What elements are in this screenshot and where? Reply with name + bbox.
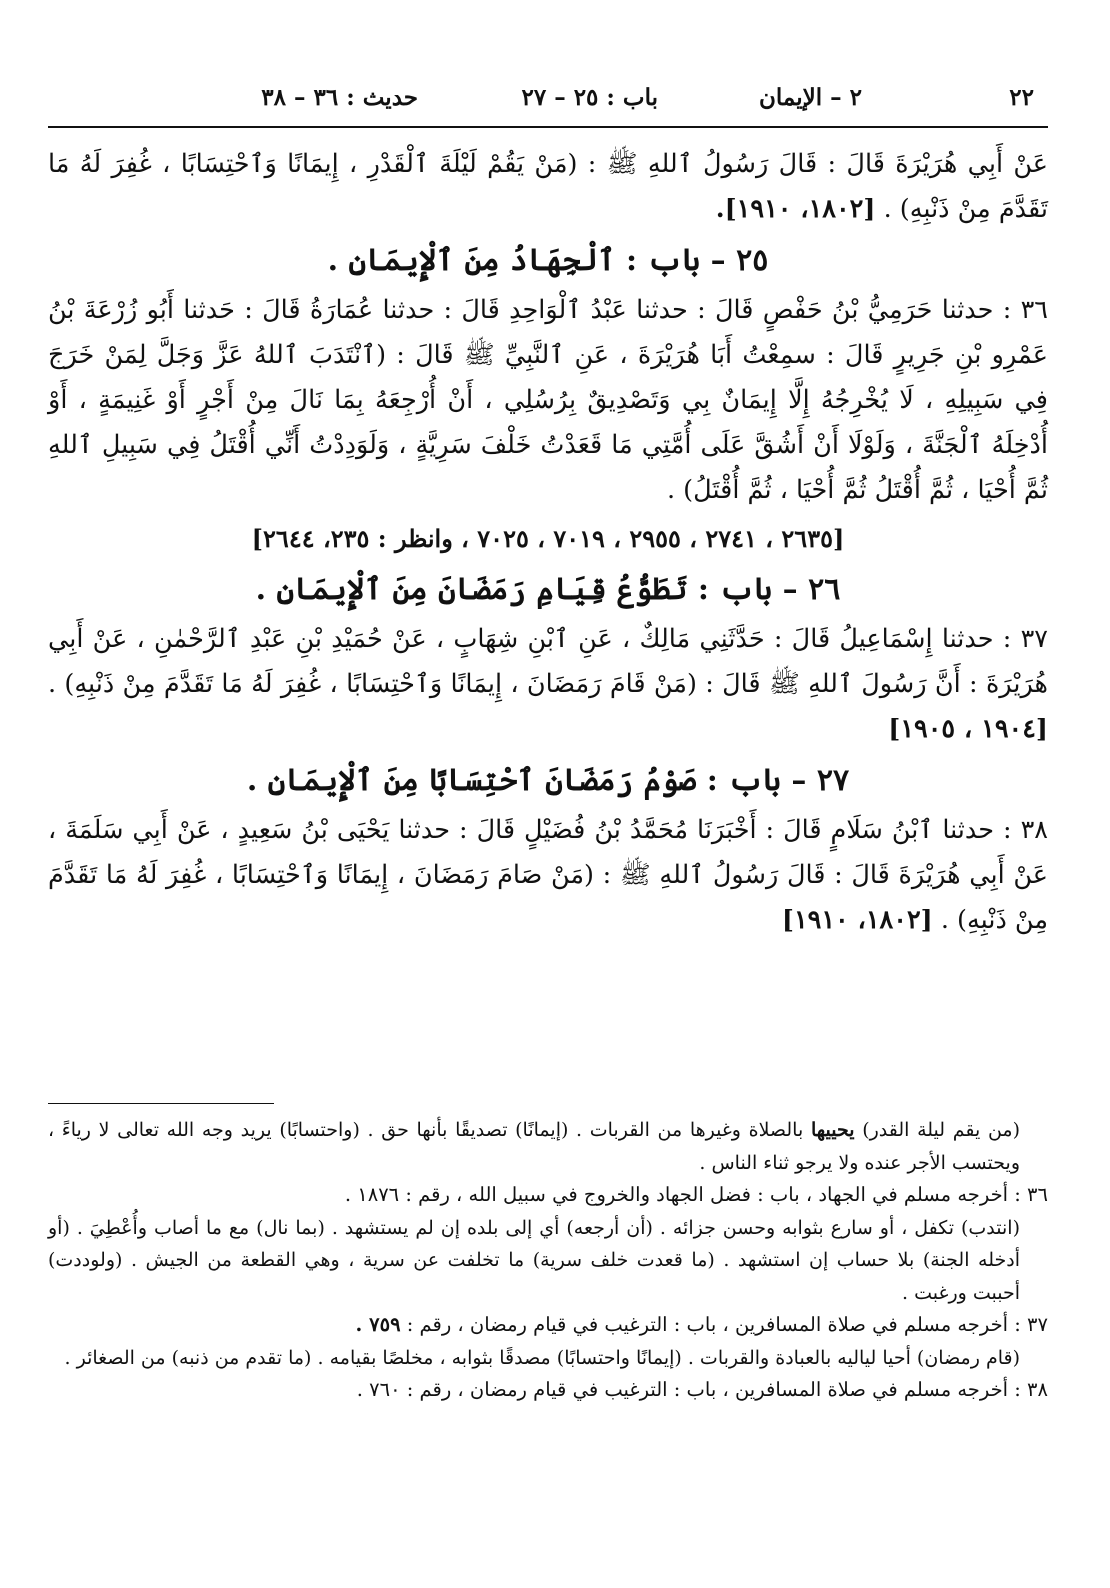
intro-hadith: عَنْ أَبِي هُرَيْرَةَ قَالَ : قَالَ رَسُولُ ٱللهِ ﷺ : (مَنْ يَقُمْ لَيْلَةَ ٱلْقَدْرِ ، إِيمَانًا وَٱحْتِسَابًا ، غُفِرَ لَهُ مَا تَقَدَّمَ مِنْ ذَنْبِهِ) . bbox=[48, 149, 1048, 224]
footnote-source-36: ٣٦ : أخرجه مسلم في الجهاد ، باب : فضل الجهاد والخروج في سبيل الله ، رقم : ١٨٧٦ . bbox=[344, 1183, 1048, 1206]
hadith-38-text bbox=[48, 808, 1048, 943]
hadith-38-body: ٣٨ : حدثنا ٱبْنُ سَلَامٍ قَالَ : أَخْبَرَنَا مُحَمَّدُ بْنُ فُضَيْلٍ قَالَ : حدثنا يَحْيَى بْنُ سَعِيدٍ ، عَنْ أَبِي سَلَمَةَ ، عَنْ أَبِي هُرَيْرَةَ قَالَ : قَالَ رَسُولُ ٱللهِ ﷺ : (مَنْ صَامَ رَمَضَانَ ، إِيمَانًا وَٱحْتِسَابًا ، غُفِرَ لَهُ مَا تَقَدَّمَ مِنْ ذَنْبِهِ) . bbox=[48, 815, 1048, 935]
chapter-heading-25: ٢٥ – باب : ٱلْجِهَادُ مِنَ ٱلْإِيمَانِ . bbox=[327, 243, 769, 278]
hadith-37-refs: [١٩٠٤ ، ١٩٠٥] bbox=[888, 714, 1048, 744]
page bbox=[48, 76, 1048, 943]
hadith-37-text bbox=[48, 617, 1048, 752]
source-37-number: ٧٥٩ . bbox=[355, 1313, 401, 1336]
footnote-source-38: ٣٨ : أخرجه مسلم في صلاة المسافرين ، باب : الترغيب في قيام رمضان ، رقم : ٧٦٠ . bbox=[356, 1378, 1048, 1401]
gloss-explanation: بالصلاة وغيرها من القربات . (إيمانًا) تصديقًا بأنها حق . (واحتسابًا) يريد وجه الله تعالى لا رياءً ، ويحتسب الأجر عنده ولا يرجو ثناء الناس . bbox=[48, 1119, 1020, 1174]
gloss-bold-word: يحييها bbox=[810, 1119, 855, 1141]
intro-refs: [١٨٠٢، ١٩١٠]. bbox=[715, 194, 876, 224]
intro-text bbox=[48, 142, 1048, 232]
footnote-rule bbox=[48, 1103, 274, 1104]
footnote-intro-gloss bbox=[48, 1114, 1048, 1179]
footnote-source-37 bbox=[48, 1309, 1048, 1342]
hadith-range: حديث : ٣٦ – ٣٨ bbox=[261, 84, 418, 111]
hadith-36-refs: [٢٦٣٥ ، ٢٧٤١ ، ٢٩٥٥ ، ٧٠١٩ ، ٧٠٢٥ ، وانظر : ٢٣٥، ٢٦٤٤] bbox=[251, 524, 845, 553]
hadith-36-text: ٣٦ : حدثنا حَرَمِيُّ بْنُ حَفْصٍ قَالَ : حدثنا عَبْدُ ٱلْوَاحِدِ قَالَ : حدثنا عُمَارَةُ قَالَ : حَدثنا أَبُو زُرْعَةَ بْنُ عَمْرِو بْنِ جَرِيرٍ قَالَ : سمِعْتُ أَبَا هُرَيْرَةَ ، عَنِ ٱلنَّبِيِّ ﷺ قَالَ : (ٱنْتَدَبَ ٱللهُ عَزَّ وَجَلَّ لِمَنْ خَرَجَ فِي سَبِيلِهِ ، لَا يُخْرِجُهُ إِلَّا إِيمَانٌ بِي وَتَصْدِيقٌ بِرُسُلِي ، أَنْ أُرْجِعَهُ بِمَا نَالَ مِنْ أَجْرٍ أَوْ غَنِيمَةٍ ، أَوْ أُدْخِلَهُ ٱلْجَنَّةَ ، وَلَوْلَا أَنْ أَشُقَّ عَلَى أُمَّتِي مَا قَعَدْتُ خَلْفَ سَرِيَّةٍ ، وَلَوَدِدْتُ أَنِّي أُقْتَلُ فِي سَبِيلِ ٱللهِ ثُمَّ أُحْيَا ، ثُمَّ أُقْتَلُ ثُمَّ أُحْيَا ، ثُمَّ أُقْتَلُ) . bbox=[48, 295, 1048, 505]
page-number: ٢٢ bbox=[1009, 84, 1034, 111]
bab-range: باب : ٢٥ – ٢٧ bbox=[521, 84, 658, 111]
chapter-heading-26: ٢٦ – باب : تَطَوُّعُ قِيَامِ رَمَضَانَ مِنَ ٱلْإِيمَانِ . bbox=[255, 572, 841, 607]
intro-block bbox=[48, 142, 1048, 232]
hadith-37-body: ٣٧ : حدثنا إِسْمَاعِيلُ قَالَ : حَدَّثَنِي مَالِكٌ ، عَنِ ٱبْنِ شِهَابٍ ، عَنْ حُمَيْدِ بْنِ عَبْدِ ٱلرَّحْمٰنِ ، عَنْ أَبِي هُرَيْرَةَ : أَنَّ رَسُولَ ٱللهِ ﷺ قَالَ : (مَنْ قَامَ رَمَضَانَ ، إِيمَانًا وَٱحْتِسَابًا ، غُفِرَ لَهُ مَا تَقَدَّمَ مِنْ ذَنْبِهِ) . bbox=[48, 624, 1048, 699]
book-title: ٢ – الإيمان bbox=[759, 84, 862, 111]
chapter-heading-27: ٢٧ – باب : صَوْمُ رَمَضَانَ ٱحْتِسَابًا مِنَ ٱلْإِيمَانِ . bbox=[246, 763, 850, 798]
footnotes bbox=[48, 1114, 1048, 1407]
hadith-38-refs: [١٨٠٢، ١٩١٠] bbox=[781, 905, 933, 935]
running-head bbox=[48, 76, 1048, 120]
footnote-gloss-36: (انتدب) تكفل ، أو سارع بثوابه وحسن جزائه . (أن أرجعه) أي إلى بلده إن لم يستشهد . (بما نال) مع ما أصاب وأُعْطِيَ . (أو أدخله الجنة) بلا حساب إن استشهد . (ما قعدت خلف سرية) ما تخلفت عن سرية ، وهي القطعة من الجيش . (ولوددت) أحببت ورغبت . bbox=[48, 1216, 1020, 1304]
source-37-text: ٣٧ : أخرجه مسلم في صلاة المسافرين ، باب : الترغيب في قيام رمضان ، رقم : bbox=[406, 1313, 1048, 1336]
footnote-gloss-37: (قام رمضان) أحيا لياليه بالعبادة والقربات . (إيمانًا واحتسابًا) مصدقًا بثوابه ، مخلصًا بقيامه . (ما تقدم من ذنبه) من الصغائر . bbox=[64, 1346, 1020, 1369]
header-rule bbox=[48, 126, 1048, 128]
gloss-term: (من يقم ليلة القدر) bbox=[862, 1119, 1020, 1141]
